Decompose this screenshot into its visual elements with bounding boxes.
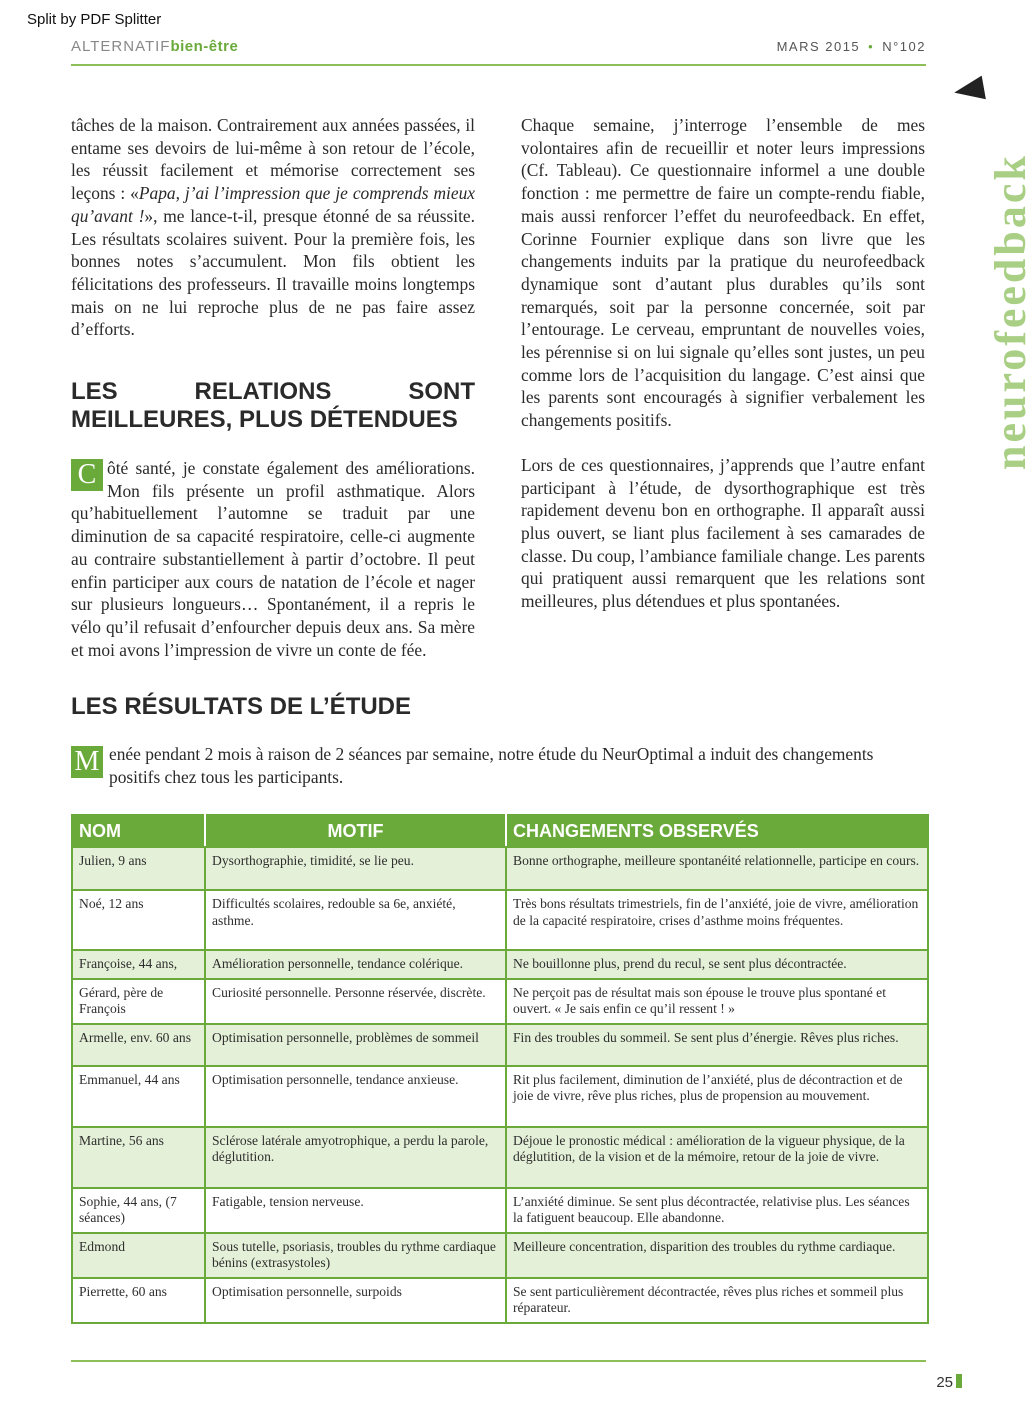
page-marker-icon	[956, 1374, 962, 1388]
issue-bullet: •	[868, 39, 875, 54]
table-header-row	[72, 815, 928, 847]
issue-number: N°102	[882, 39, 926, 54]
cell-nom: Pierrette, 60 ans	[72, 1278, 205, 1323]
column-header-motif: MOTIF	[205, 815, 506, 847]
results-table	[71, 814, 929, 1324]
cell-nom: Noé, 12 ans	[72, 890, 205, 950]
cell-nom: Françoise, 44 ans,	[72, 950, 205, 979]
table-row	[72, 1233, 928, 1278]
table-row	[72, 979, 928, 1024]
dropcap-m: M	[71, 746, 103, 778]
dropcap-c: C	[71, 459, 103, 491]
cell-changements: Rit plus facilement, diminution de l’anxiété, plus de décontraction et de joie de vivre, rêve plus riches, plus de propension au mouvement.	[506, 1066, 928, 1127]
cell-changements: L’anxiété diminue. Se sent plus décontractée, relativise plus. Les séances la fatiguent beaucoup. Elle abandonne.	[506, 1188, 928, 1233]
header-rule	[71, 64, 926, 66]
section-heading-relations: LES RELATIONS SONT MEILLEURES, PLUS DÉTENDUES	[71, 378, 475, 434]
cell-motif: Amélioration personnelle, tendance colérique.	[205, 950, 506, 979]
table-row	[72, 950, 928, 979]
side-section-word: neurofeedback	[986, 153, 1035, 470]
cell-changements: Fin des troubles du sommeil. Se sent plus d’énergie. Rêves plus riches.	[506, 1024, 928, 1066]
table-row	[72, 1024, 928, 1066]
footer-rule	[71, 1360, 926, 1362]
column-header-nom: NOM	[72, 815, 205, 847]
magazine-title	[71, 38, 238, 55]
cell-nom: Emmanuel, 44 ans	[72, 1066, 205, 1127]
column-header-changements: CHANGEMENTS OBSERVÉS	[506, 815, 928, 847]
child-quote: Papa, j’ai l’impression que je comprends mieux qu’avant !	[71, 183, 475, 226]
cell-nom: Edmond	[72, 1233, 205, 1278]
right-column	[521, 114, 925, 613]
side-arrow-icon	[952, 76, 986, 105]
cell-motif: Optimisation personnelle, tendance anxieuse.	[205, 1066, 506, 1127]
issue-date: MARS 2015	[776, 39, 861, 54]
table-row	[72, 1066, 928, 1127]
results-intro-text: enée pendant 2 mois à raison de 2 séances par semaine, notre étude du NeurOptimal a induit des changements positifs chez tous les participants.	[109, 744, 874, 787]
left-paragraph-2	[71, 457, 475, 661]
table-row	[72, 1278, 928, 1323]
cell-changements: Se sent particulièrement décontractée, rêves plus riches et sommeil plus réparateur.	[506, 1278, 928, 1323]
cell-changements: Déjoue le pronostic médical : amélioration de la vigueur physique, de la déglutition, de la vision et de la mémoire, retour de la joie de vivre.	[506, 1127, 928, 1188]
side-section-label	[951, 120, 1035, 480]
right-paragraph-2: Lors de ces questionnaires, j’apprends que l’autre enfant participant à l’étude, de dysorthographique est très rapidement devenu bon en orthographe. Il apparaît aussi plus ouvert, se liant plus facilement à ses camarades de classe. Du coup, l’ambiance familiale change. Les parents qui pratiquent aussi remarquent que les relations sont meilleures, plus détendues et plus spontanées.	[521, 454, 925, 612]
cell-nom: Armelle, env. 60 ans	[72, 1024, 205, 1066]
table-row	[72, 890, 928, 950]
cell-nom: Gérard, père de François	[72, 979, 205, 1024]
results-intro	[71, 743, 927, 788]
cell-motif: Dysorthographie, timidité, se lie peu.	[205, 847, 506, 890]
left-column	[71, 114, 475, 661]
table-row	[72, 847, 928, 890]
cell-nom: Julien, 9 ans	[72, 847, 205, 890]
page-number	[936, 1374, 962, 1391]
pdf-splitter-label: Split by PDF Splitter	[27, 11, 162, 28]
cell-motif: Fatigable, tension nerveuse.	[205, 1188, 506, 1233]
cell-nom: Martine, 56 ans	[72, 1127, 205, 1188]
cell-changements: Ne bouillonne plus, prend du recul, se sent plus décontractée.	[506, 950, 928, 979]
cell-motif: Curiosité personnelle. Personne réservée, discrète.	[205, 979, 506, 1024]
left-paragraph-2-text: ôté santé, je constate également des améliorations. Mon fils présente un profil asthmatique. Alors qu’habituellement l’automne se traduit par une diminution de sa capacité respiratoire, celle-ci augmente au contraire substantiellement à partir d’octobre. Il peut enfin participer aux cours de natation de l’école et nager sur plusieurs longueurs… Spontanément, il a repris le vélo qu’il refusait d’enfourcher depuis deux ans. Sa mère et moi avons l’impression de vivre un conte de fée.	[71, 458, 475, 660]
table-row	[72, 1188, 928, 1233]
cell-motif: Optimisation personnelle, surpoids	[205, 1278, 506, 1323]
cell-changements: Très bons résultats trimestriels, fin de l’anxiété, joie de vivre, amélioration de la capacité respiratoire, crises d’asthme moins fréquentes.	[506, 890, 928, 950]
cell-changements: Meilleure concentration, disparition des troubles du rythme cardiaque.	[506, 1233, 928, 1278]
right-paragraph-1: Chaque semaine, j’interroge l’ensemble de mes volontaires afin de recueillir et noter leurs impressions (Cf. Tableau). Ce questionnaire informel a une double fonction : me permettre de faire un compte-rendu fiable, mais aussi renforcer l’effet du neurofeedback. En effet, Corinne Fournier explique dans son livre que les changements induits par la pratique du neurofeedback dynamique sont d’autant plus durables qu’ils sont remarqués, soit par la personne concernée, soit par l’entourage. Le cerveau, empruntant de nouvelles voies, les pérennise si on lui signale qu’elles sont justes, un peu comme lors de l’acquisition du langage. C’est ainsi que les parents sont encouragés à signifier verbalement les changements positifs.	[521, 115, 925, 431]
cell-changements: Bonne orthographe, meilleure spontanéité relationnelle, participe en cours.	[506, 847, 928, 890]
cell-changements: Ne perçoit pas de résultat mais son épouse le trouve plus spontané et ouvert. « Je sais enfin ce qu’il ressent ! »	[506, 979, 928, 1024]
left-paragraph-1-part-a: tâches de la maison. Contrairement aux années passées, il entame ses devoirs de lui-même à son retour de l’école, les réussit facilement et mémorise correctement ses leçons : «	[71, 115, 475, 204]
left-paragraph-1	[71, 114, 475, 341]
magazine-brand-light: ALTERNATIF	[71, 38, 171, 55]
cell-motif: Sclérose latérale amyotrophique, a perdu la parole, déglutition.	[205, 1127, 506, 1188]
cell-nom: Sophie, 44 ans, (7 séances)	[72, 1188, 205, 1233]
magazine-brand-bold: bien-être	[170, 38, 239, 55]
cell-motif: Difficultés scolaires, redouble sa 6e, anxiété, asthme.	[205, 890, 506, 950]
cell-motif: Sous tutelle, psoriasis, troubles du rythme cardiaque bénins (extrasystoles)	[205, 1233, 506, 1278]
issue-info	[777, 39, 926, 54]
page-number-text: 25	[936, 1374, 953, 1391]
results-heading: LES RÉSULTATS DE L’ÉTUDE	[71, 693, 412, 720]
table-row	[72, 1127, 928, 1188]
cell-motif: Optimisation personnelle, problèmes de sommeil	[205, 1024, 506, 1066]
left-paragraph-1-part-b: », me lance-t-il, presque étonné de sa réussite. Les résultats scolaires suivent. Pour la première fois, les bonnes notes s’accumulent. Mon fils obtient les félicitations des professeurs. Il travaille moins longtemps mais on ne lui reproche plus de ne pas faire assez d’efforts.	[71, 205, 475, 340]
